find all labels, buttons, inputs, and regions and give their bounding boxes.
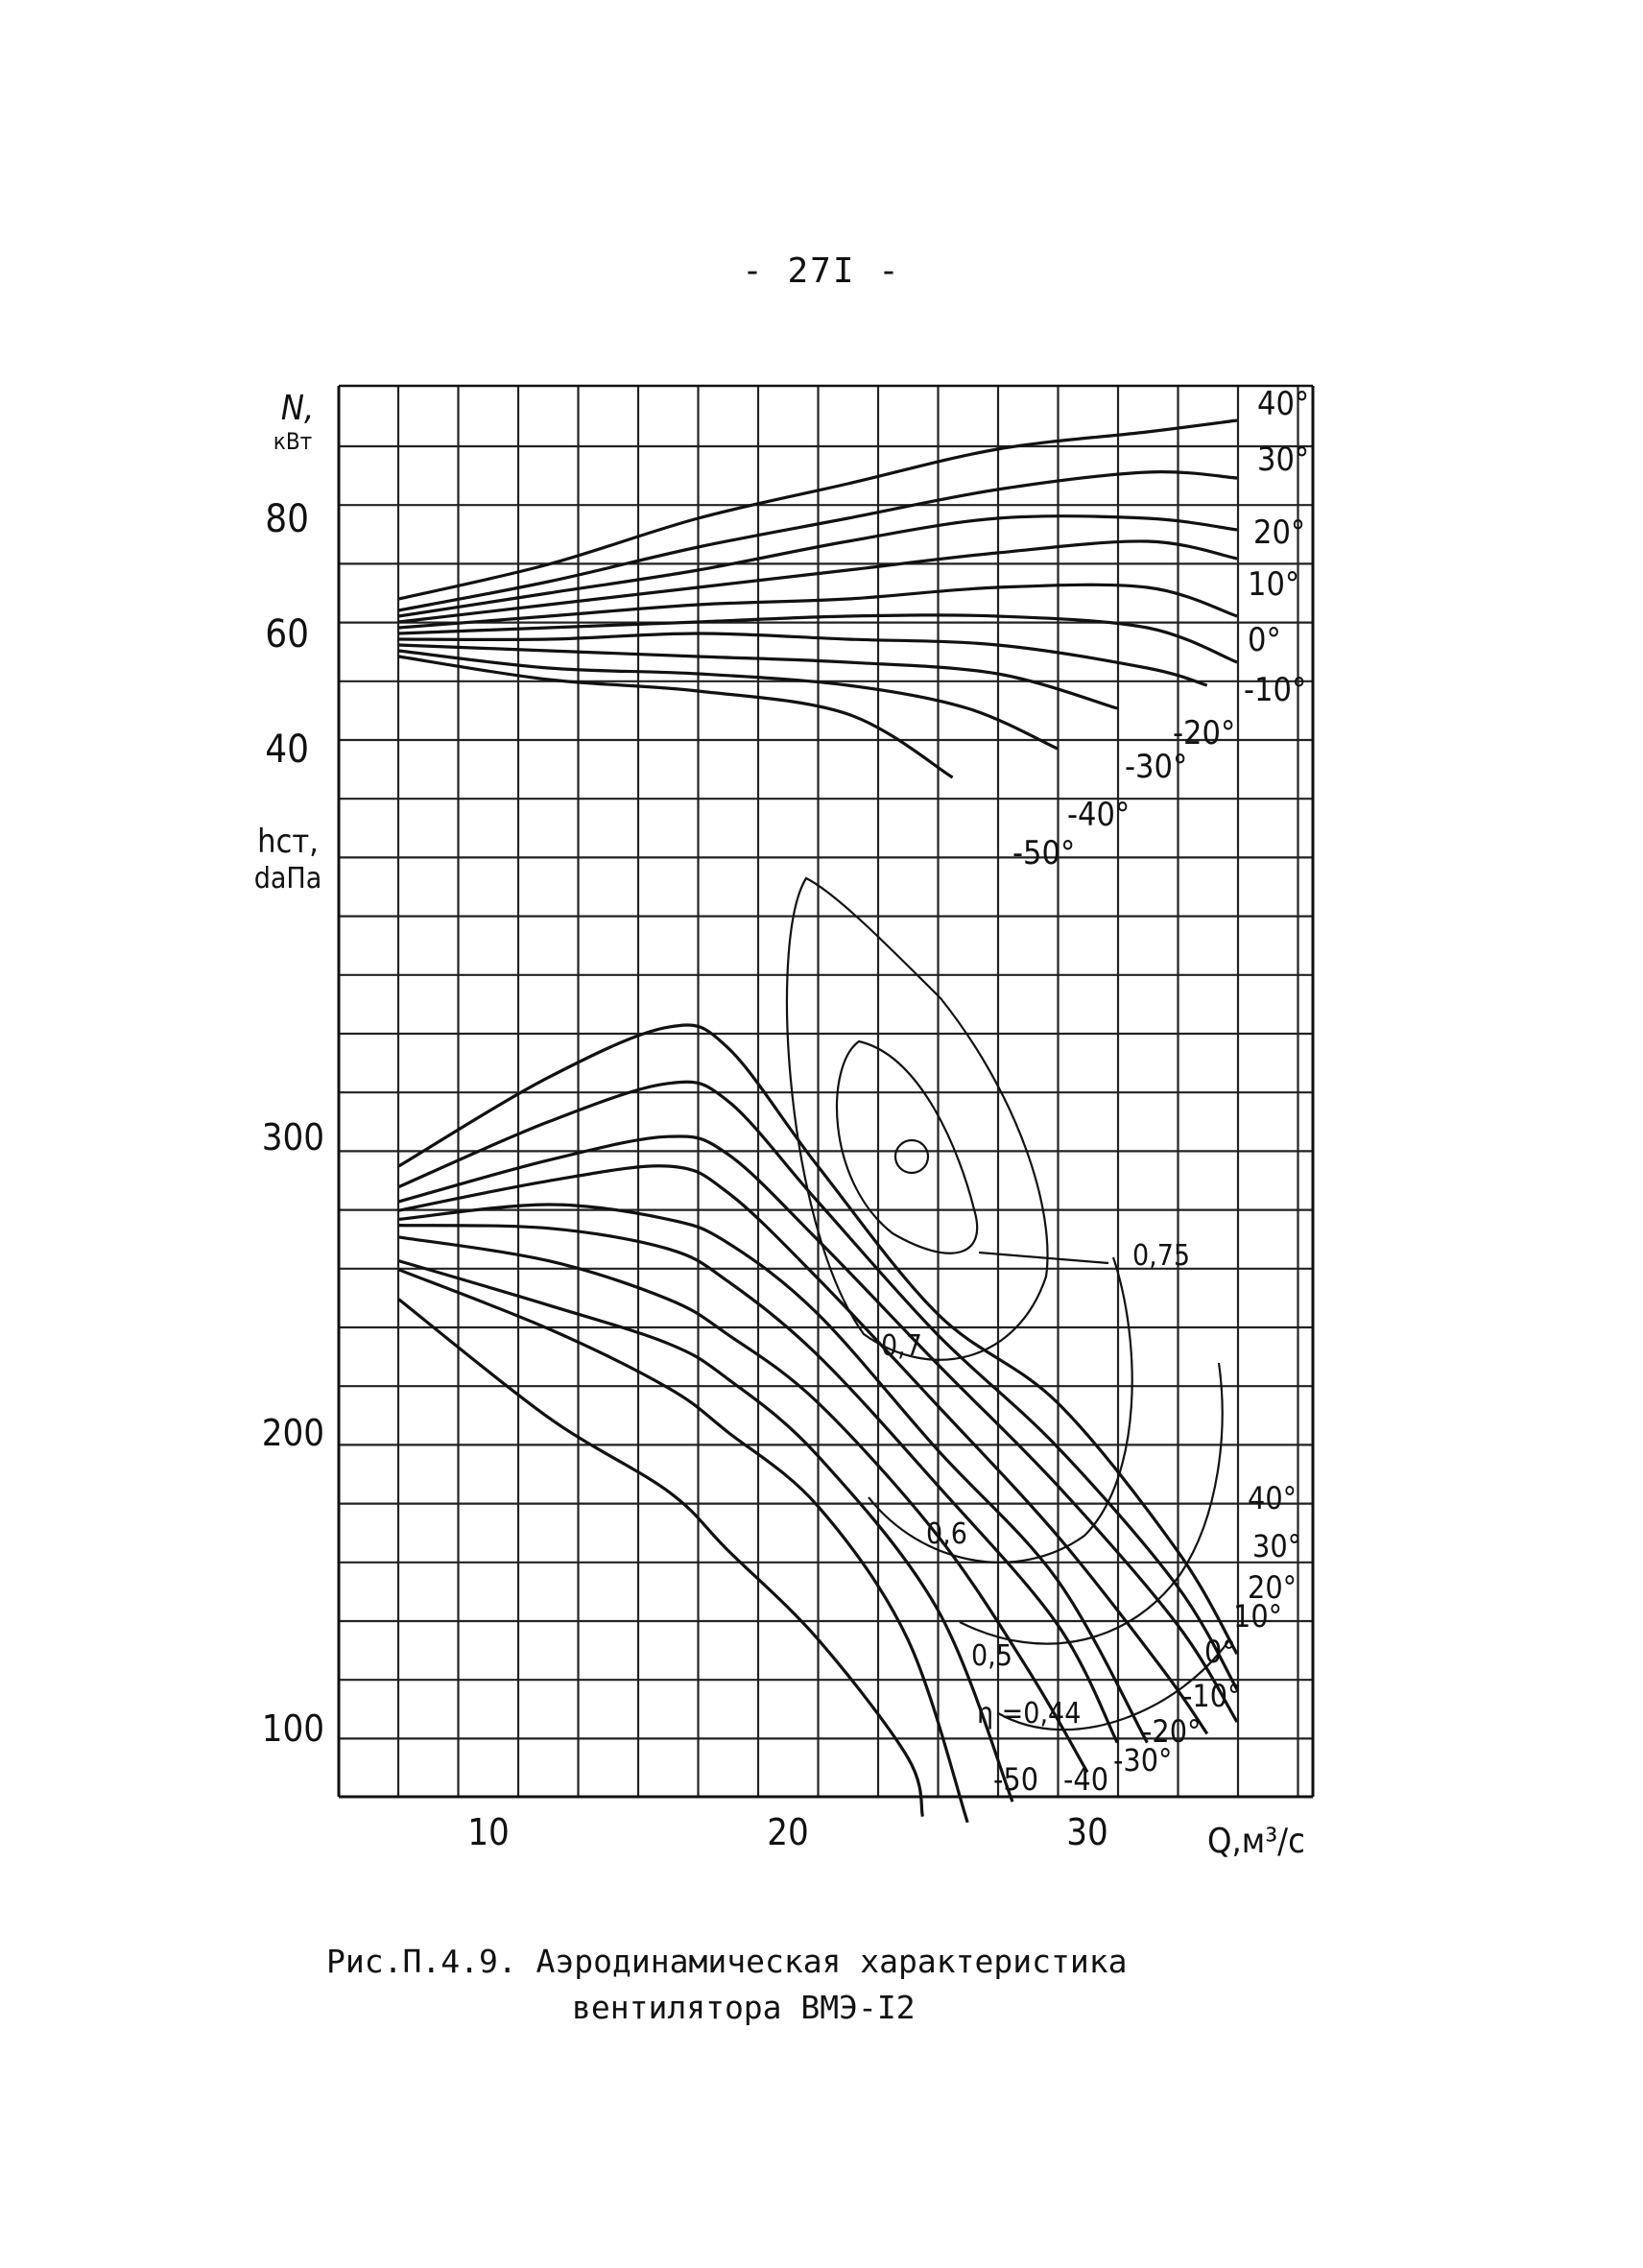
pressure-axis-unit: daПa [253, 862, 322, 895]
chart-grid [339, 386, 1313, 1797]
pressure-curve-label: -20° [1142, 1713, 1202, 1750]
power-curve [398, 651, 1057, 749]
power-tick-label: 40 [265, 728, 309, 772]
caption-line-2: вентилятора ВМЭ-I2 [572, 1989, 916, 2026]
pressure-tick-label: 300 [261, 1116, 324, 1159]
pressure-curve [398, 1166, 1206, 1734]
power-curve-label: -20° [1173, 714, 1236, 752]
power-tick-label: 80 [265, 497, 309, 541]
pressure-axis-label: hст, [257, 823, 319, 861]
efficiency-label: 0,75 [1132, 1239, 1191, 1273]
efficiency-contour-075 [837, 1041, 977, 1253]
pressure-curve-label: 30° [1252, 1528, 1302, 1564]
power-curve-label: 30° [1257, 441, 1310, 479]
pressure-curve-label: -40 [1063, 1761, 1109, 1798]
pressure-curve-label: -50 [993, 1761, 1039, 1798]
power-axis-label: N, [280, 389, 315, 428]
power-tick-label: 60 [265, 612, 309, 657]
page-number: - 27I - [742, 251, 901, 291]
efficiency-label: 0,6 [926, 1517, 967, 1551]
pressure-curve-label: 10° [1233, 1598, 1283, 1635]
pressure-curve-label: -10° [1182, 1678, 1242, 1714]
efficiency-contours [787, 878, 1228, 1730]
power-curve-label: 40° [1257, 385, 1310, 423]
pressure-tick-label: 200 [261, 1412, 324, 1455]
pressure-curve [398, 1205, 1147, 1743]
power-curve-label: -40° [1067, 796, 1131, 834]
pressure-tick-label: 100 [261, 1707, 324, 1751]
power-curve-label: -30° [1125, 748, 1188, 786]
power-axis-unit: кВт [273, 428, 313, 455]
caption-line-1: Рис.П.4.9. Аэродинамическая характеристика [326, 1943, 1128, 1980]
x-axis-label: Q,м³/с [1207, 1822, 1305, 1861]
power-curve-label: 20° [1253, 513, 1306, 552]
x-tick-label: 20 [767, 1811, 809, 1853]
pressure-curve-label: 20° [1248, 1569, 1298, 1606]
efficiency-label: 0,5 [971, 1639, 1012, 1673]
power-curve-label: 10° [1248, 565, 1300, 604]
power-curve [398, 657, 952, 777]
figure-caption [326, 1939, 1190, 2031]
chart-frame [339, 386, 1313, 1797]
power-curve-label: -10° [1244, 671, 1307, 709]
pressure-curve-label: -30° [1113, 1742, 1173, 1779]
efficiency-label: η =0,44 [977, 1697, 1082, 1731]
pressure-curve-label: 40° [1248, 1480, 1298, 1516]
efficiency-peak-contour [895, 1140, 928, 1173]
x-tick-label: 10 [467, 1811, 510, 1853]
efficiency-label: 0,7 [881, 1329, 922, 1363]
pressure-curve-label: 0° [1204, 1634, 1236, 1670]
power-curve-label: -50° [1012, 834, 1076, 872]
x-tick-label: 30 [1066, 1811, 1108, 1853]
power-curve-label: 0° [1248, 621, 1281, 659]
